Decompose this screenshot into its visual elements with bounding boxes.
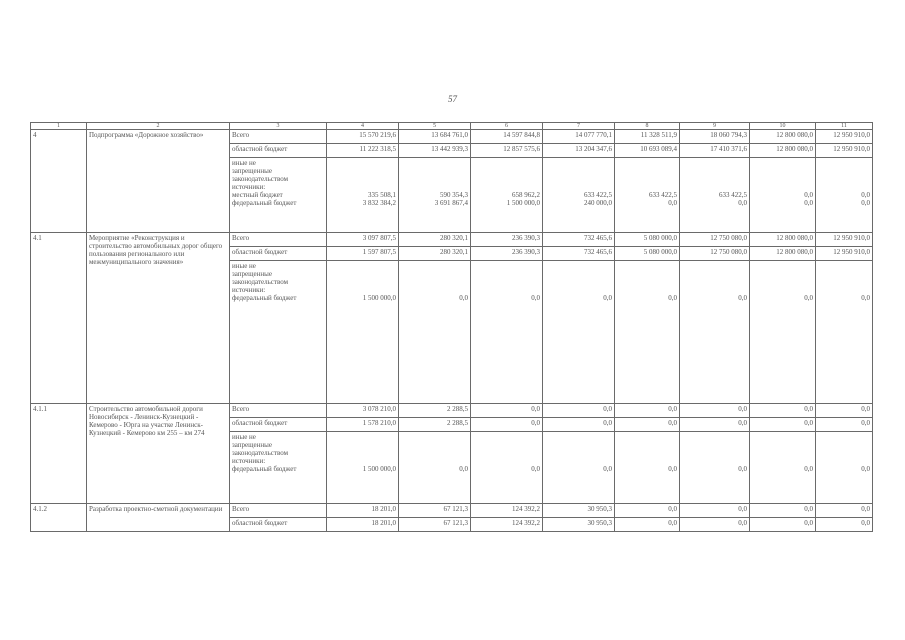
sub-value: 1 500 000,0: [362, 294, 396, 302]
spacer: [473, 433, 540, 465]
value-cell: 236 390,3: [471, 233, 543, 247]
table-row: [31, 404, 873, 418]
value-cell: 17 410 371,6: [680, 144, 750, 158]
other-sources-line: иные не: [232, 262, 256, 270]
sub-value: 0,0: [668, 465, 677, 473]
value-cell: 0,0: [750, 404, 816, 418]
source-label: Всего: [230, 504, 327, 518]
other-sources-cell: [230, 432, 327, 504]
row-name: Подпрограмма «Дорожное хозяйство»: [87, 130, 230, 233]
row-name: Разработка проектно-сметной документации: [87, 504, 230, 532]
value-cell: [750, 261, 816, 404]
sub-source-label: федеральный бюджет: [232, 294, 297, 302]
value-cell: 13 204 347,6: [543, 144, 615, 158]
column-number: 4: [327, 123, 399, 130]
value-cell: 18 201,0: [327, 518, 399, 532]
value-cell: [615, 261, 680, 404]
column-number: 5: [399, 123, 471, 130]
value-cell: [471, 261, 543, 404]
value-cell: 0,0: [750, 518, 816, 532]
sub-value: 0,0: [459, 465, 468, 473]
value-cell: [471, 432, 543, 504]
row-name: Мероприятие «Реконструкция и строительство автомобильных дорог общего пользования регионального или межмуниципального значения»: [87, 233, 230, 404]
sub-value: 0,0: [531, 294, 540, 302]
sub-value: 0,0: [861, 191, 870, 199]
sub-value: 0,0: [861, 199, 870, 207]
source-label: областной бюджет: [230, 144, 327, 158]
other-sources-line: источники:: [232, 286, 266, 294]
spacer: [401, 159, 468, 191]
value-cell: [750, 158, 816, 233]
sub-value: 0,0: [668, 199, 677, 207]
value-cell: [816, 158, 873, 233]
value-cell: 0,0: [816, 404, 873, 418]
column-number: 8: [615, 123, 680, 130]
value-cell: 5 080 000,0: [615, 233, 680, 247]
sub-value: 633 422,5: [649, 191, 677, 199]
other-sources-line: запрещенные: [232, 441, 272, 449]
value-cell: 12 950 910,0: [816, 247, 873, 261]
value-cell: 67 121,3: [399, 518, 471, 532]
column-number-row: [31, 123, 873, 130]
value-cell: 12 950 910,0: [816, 233, 873, 247]
value-cell: [399, 432, 471, 504]
column-number: 10: [750, 123, 816, 130]
sub-value: 3 691 867,4: [434, 199, 468, 207]
value-cell: 0,0: [615, 518, 680, 532]
row-number: 4.1.2: [31, 504, 87, 532]
value-cell: [615, 432, 680, 504]
table-row: [31, 504, 873, 518]
row-number: 4.1.1: [31, 404, 87, 504]
value-cell: [543, 432, 615, 504]
spacer: [545, 159, 612, 191]
value-cell: 0,0: [750, 504, 816, 518]
value-cell: 3 097 807,5: [327, 233, 399, 247]
spacer: [401, 262, 468, 294]
sub-value: 633 422,5: [584, 191, 612, 199]
table-row: [31, 233, 873, 247]
value-cell: [327, 261, 399, 404]
value-cell: 11 328 511,9: [615, 130, 680, 144]
row-name: Строительство автомобильной дороги Новосибирск - Ленинск-Кузнецкий - Кемерово - Юрга на участке Ленинск-Кузнецкий - Кемерово км 255 – км 274: [87, 404, 230, 504]
spacer: [752, 262, 813, 294]
value-cell: [680, 432, 750, 504]
value-cell: 12 800 080,0: [750, 144, 816, 158]
value-cell: 12 750 080,0: [680, 233, 750, 247]
sub-value: 0,0: [603, 465, 612, 473]
value-cell: 18 060 794,3: [680, 130, 750, 144]
source-label: Всего: [230, 404, 327, 418]
column-number: 1: [31, 123, 87, 130]
value-cell: 5 080 000,0: [615, 247, 680, 261]
source-label: областной бюджет: [230, 247, 327, 261]
value-cell: 2 288,5: [399, 404, 471, 418]
value-cell: 1 578 210,0: [327, 418, 399, 432]
value-cell: 1 597 807,5: [327, 247, 399, 261]
value-cell: [543, 261, 615, 404]
value-cell: 732 465,6: [543, 247, 615, 261]
value-cell: 124 392,2: [471, 504, 543, 518]
sub-value: 0,0: [804, 199, 813, 207]
sub-value: 0,0: [738, 294, 747, 302]
value-cell: 0,0: [615, 418, 680, 432]
value-cell: 14 077 770,1: [543, 130, 615, 144]
source-label: областной бюджет: [230, 418, 327, 432]
value-cell: [327, 158, 399, 233]
sub-value: 240 000,0: [584, 199, 612, 207]
value-cell: 13 684 761,0: [399, 130, 471, 144]
spacer: [617, 159, 677, 191]
value-cell: 12 800 080,0: [750, 233, 816, 247]
value-cell: 732 465,6: [543, 233, 615, 247]
value-cell: [327, 432, 399, 504]
spacer: [818, 433, 870, 465]
spacer: [545, 262, 612, 294]
other-sources-line: источники:: [232, 183, 266, 191]
sub-value: 0,0: [531, 465, 540, 473]
value-cell: 11 222 318,5: [327, 144, 399, 158]
value-cell: [680, 261, 750, 404]
sub-value: 1 500 000,0: [362, 465, 396, 473]
value-cell: [615, 158, 680, 233]
value-cell: 15 570 219,6: [327, 130, 399, 144]
other-sources-line: источники:: [232, 457, 266, 465]
sub-value: 658 962,2: [512, 191, 540, 199]
sub-value: 0,0: [861, 465, 870, 473]
column-number: 2: [87, 123, 230, 130]
value-cell: [399, 261, 471, 404]
value-cell: 0,0: [680, 504, 750, 518]
value-cell: 10 693 089,4: [615, 144, 680, 158]
other-sources-line: законодательством: [232, 175, 289, 183]
value-cell: 0,0: [680, 404, 750, 418]
source-label: областной бюджет: [230, 518, 327, 532]
spacer: [545, 433, 612, 465]
other-sources-line: запрещенные: [232, 270, 272, 278]
value-cell: 12 750 080,0: [680, 247, 750, 261]
spacer: [682, 262, 747, 294]
value-cell: 0,0: [680, 518, 750, 532]
spacer: [617, 262, 677, 294]
value-cell: 0,0: [615, 404, 680, 418]
value-cell: 0,0: [750, 418, 816, 432]
sub-value: 3 832 384,2: [362, 199, 396, 207]
other-sources-line: законодательством: [232, 278, 289, 286]
value-cell: 0,0: [615, 504, 680, 518]
column-number: 3: [230, 123, 327, 130]
value-cell: 0,0: [543, 418, 615, 432]
other-sources-line: иные не: [232, 159, 256, 167]
value-cell: 0,0: [543, 404, 615, 418]
value-cell: 30 950,3: [543, 518, 615, 532]
value-cell: 12 857 575,6: [471, 144, 543, 158]
value-cell: 0,0: [816, 518, 873, 532]
value-cell: [816, 261, 873, 404]
sub-value: 0,0: [603, 294, 612, 302]
value-cell: 12 950 910,0: [816, 130, 873, 144]
sub-value: 633 422,5: [719, 191, 747, 199]
value-cell: 280 320,1: [399, 233, 471, 247]
value-cell: 14 597 844,8: [471, 130, 543, 144]
sub-source-label: федеральный бюджет: [232, 465, 297, 473]
sub-value: 335 508,1: [368, 191, 396, 199]
sub-value: 0,0: [804, 465, 813, 473]
column-number: 7: [543, 123, 615, 130]
spacer: [818, 159, 870, 191]
spacer: [329, 159, 396, 191]
sub-source-label: местный бюджет: [232, 191, 283, 199]
spacer: [682, 159, 747, 191]
spacer: [473, 262, 540, 294]
row-number: 4: [31, 130, 87, 233]
value-cell: 0,0: [471, 404, 543, 418]
sub-value: 590 354,3: [440, 191, 468, 199]
spacer: [473, 159, 540, 191]
sub-value: 0,0: [804, 294, 813, 302]
spacer: [329, 433, 396, 465]
value-cell: 0,0: [816, 504, 873, 518]
value-cell: [816, 432, 873, 504]
value-cell: [471, 158, 543, 233]
value-cell: 12 800 080,0: [750, 247, 816, 261]
spacer: [752, 433, 813, 465]
other-sources-cell: [230, 261, 327, 404]
spacer: [617, 433, 677, 465]
value-cell: 280 320,1: [399, 247, 471, 261]
value-cell: 3 078 210,0: [327, 404, 399, 418]
sub-value: 0,0: [738, 465, 747, 473]
other-sources-cell: [230, 158, 327, 233]
spacer: [329, 262, 396, 294]
value-cell: [750, 432, 816, 504]
value-cell: [680, 158, 750, 233]
column-number: 6: [471, 123, 543, 130]
sub-value: 1 500 000,0: [506, 199, 540, 207]
table-body: [31, 123, 873, 532]
spacer: [752, 159, 813, 191]
value-cell: [543, 158, 615, 233]
value-cell: 236 390,3: [471, 247, 543, 261]
sub-value: 0,0: [668, 294, 677, 302]
other-sources-line: запрещенные: [232, 167, 272, 175]
value-cell: 67 121,3: [399, 504, 471, 518]
value-cell: 12 950 910,0: [816, 144, 873, 158]
sub-value: 0,0: [861, 294, 870, 302]
value-cell: [399, 158, 471, 233]
value-cell: 13 442 939,3: [399, 144, 471, 158]
value-cell: 2 288,5: [399, 418, 471, 432]
budget-table: [30, 122, 873, 532]
source-label: Всего: [230, 233, 327, 247]
value-cell: 12 800 080,0: [750, 130, 816, 144]
column-number: 9: [680, 123, 750, 130]
column-number: 11: [816, 123, 873, 130]
row-number: 4.1: [31, 233, 87, 404]
value-cell: 124 392,2: [471, 518, 543, 532]
other-sources-line: иные не: [232, 433, 256, 441]
value-cell: 0,0: [816, 418, 873, 432]
source-label: Всего: [230, 130, 327, 144]
sub-source-label: федеральный бюджет: [232, 199, 297, 207]
spacer: [818, 262, 870, 294]
page-number: 57: [448, 94, 457, 104]
sub-value: 0,0: [459, 294, 468, 302]
value-cell: 0,0: [471, 418, 543, 432]
sub-value: 0,0: [804, 191, 813, 199]
value-cell: 0,0: [680, 418, 750, 432]
value-cell: 18 201,0: [327, 504, 399, 518]
sub-value: 0,0: [738, 199, 747, 207]
spacer: [682, 433, 747, 465]
value-cell: 30 950,3: [543, 504, 615, 518]
spacer: [401, 433, 468, 465]
other-sources-line: законодательством: [232, 449, 289, 457]
table-row: [31, 130, 873, 144]
